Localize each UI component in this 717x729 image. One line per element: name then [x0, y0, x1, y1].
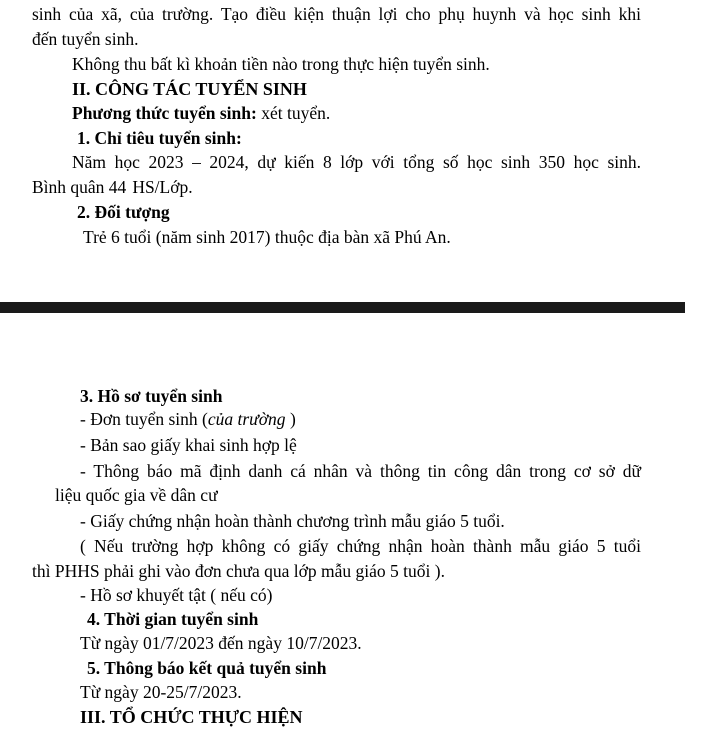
list-item [80, 408, 296, 430]
subheading-target: 2. Đối tượng [77, 202, 170, 222]
list-item: - Bản sao giấy khai sinh hợp lệ [80, 435, 297, 455]
list-item: - Giấy chứng nhận hoàn thành chương trình mẫu giáo 5 tuổi. [80, 511, 505, 531]
paragraph: Trẻ 6 tuổi (năm sinh 2017) thuộc địa bàn xã Phú An. [83, 227, 451, 247]
paragraph: Không thu bất kì khoản tiền nào trong thực hiện tuyển sinh. [72, 54, 490, 74]
paragraph-line: sinh của xã, của trường. Tạo điều kiện thuận lợi cho phụ huynh và học sinh khi [32, 4, 641, 24]
page-break-divider [0, 302, 685, 313]
average-unit: HS/Lớp. [132, 177, 193, 197]
paragraph-line: Năm học 2023 – 2024, dự kiến 8 lớp với tổng số học sinh 350 học sinh. [72, 152, 641, 172]
admission-method-label: Phương thức tuyển sinh: [72, 103, 257, 123]
paragraph-line: đến tuyển sinh. [32, 29, 139, 49]
subheading-quota: 1. Chỉ tiêu tuyển sinh: [77, 128, 242, 148]
paragraph-line [32, 176, 193, 198]
list-item-italic: của trường [207, 409, 286, 429]
list-item: - Thông báo mã định danh cá nhân và thông tin công dân trong cơ sở dữ [80, 461, 641, 481]
list-item-text: - Đơn tuyển sinh ( [80, 409, 208, 429]
subheading-results: 5. Thông báo kết quả tuyển sinh [87, 658, 327, 678]
list-item-continuation: liệu quốc gia về dân cư [55, 485, 218, 505]
section-heading-iii: III. TỔ CHỨC THỰC HIỆN [80, 707, 303, 727]
admission-method-value: xét tuyển. [256, 103, 331, 123]
average-label: Bình quân 44 [32, 177, 127, 197]
paragraph: Từ ngày 01/7/2023 đến ngày 10/7/2023. [80, 633, 362, 653]
list-item-text: ) [285, 409, 296, 429]
section-heading-ii: II. CÔNG TÁC TUYỂN SINH [72, 79, 307, 99]
note-line: ( Nếu trường hợp không có giấy chứng nhận hoàn thành mẫu giáo 5 tuổi [80, 536, 641, 556]
list-item: - Hồ sơ khuyết tật ( nếu có) [80, 585, 273, 605]
note-line: thì PHHS phải ghi vào đơn chưa qua lớp mẫu giáo 5 tuổi ). [32, 561, 445, 581]
paragraph: Từ ngày 20-25/7/2023. [80, 682, 242, 702]
admission-method [72, 102, 330, 124]
subheading-time: 4. Thời gian tuyển sinh [87, 609, 259, 629]
subheading-documents: 3. Hồ sơ tuyển sinh [80, 386, 223, 406]
